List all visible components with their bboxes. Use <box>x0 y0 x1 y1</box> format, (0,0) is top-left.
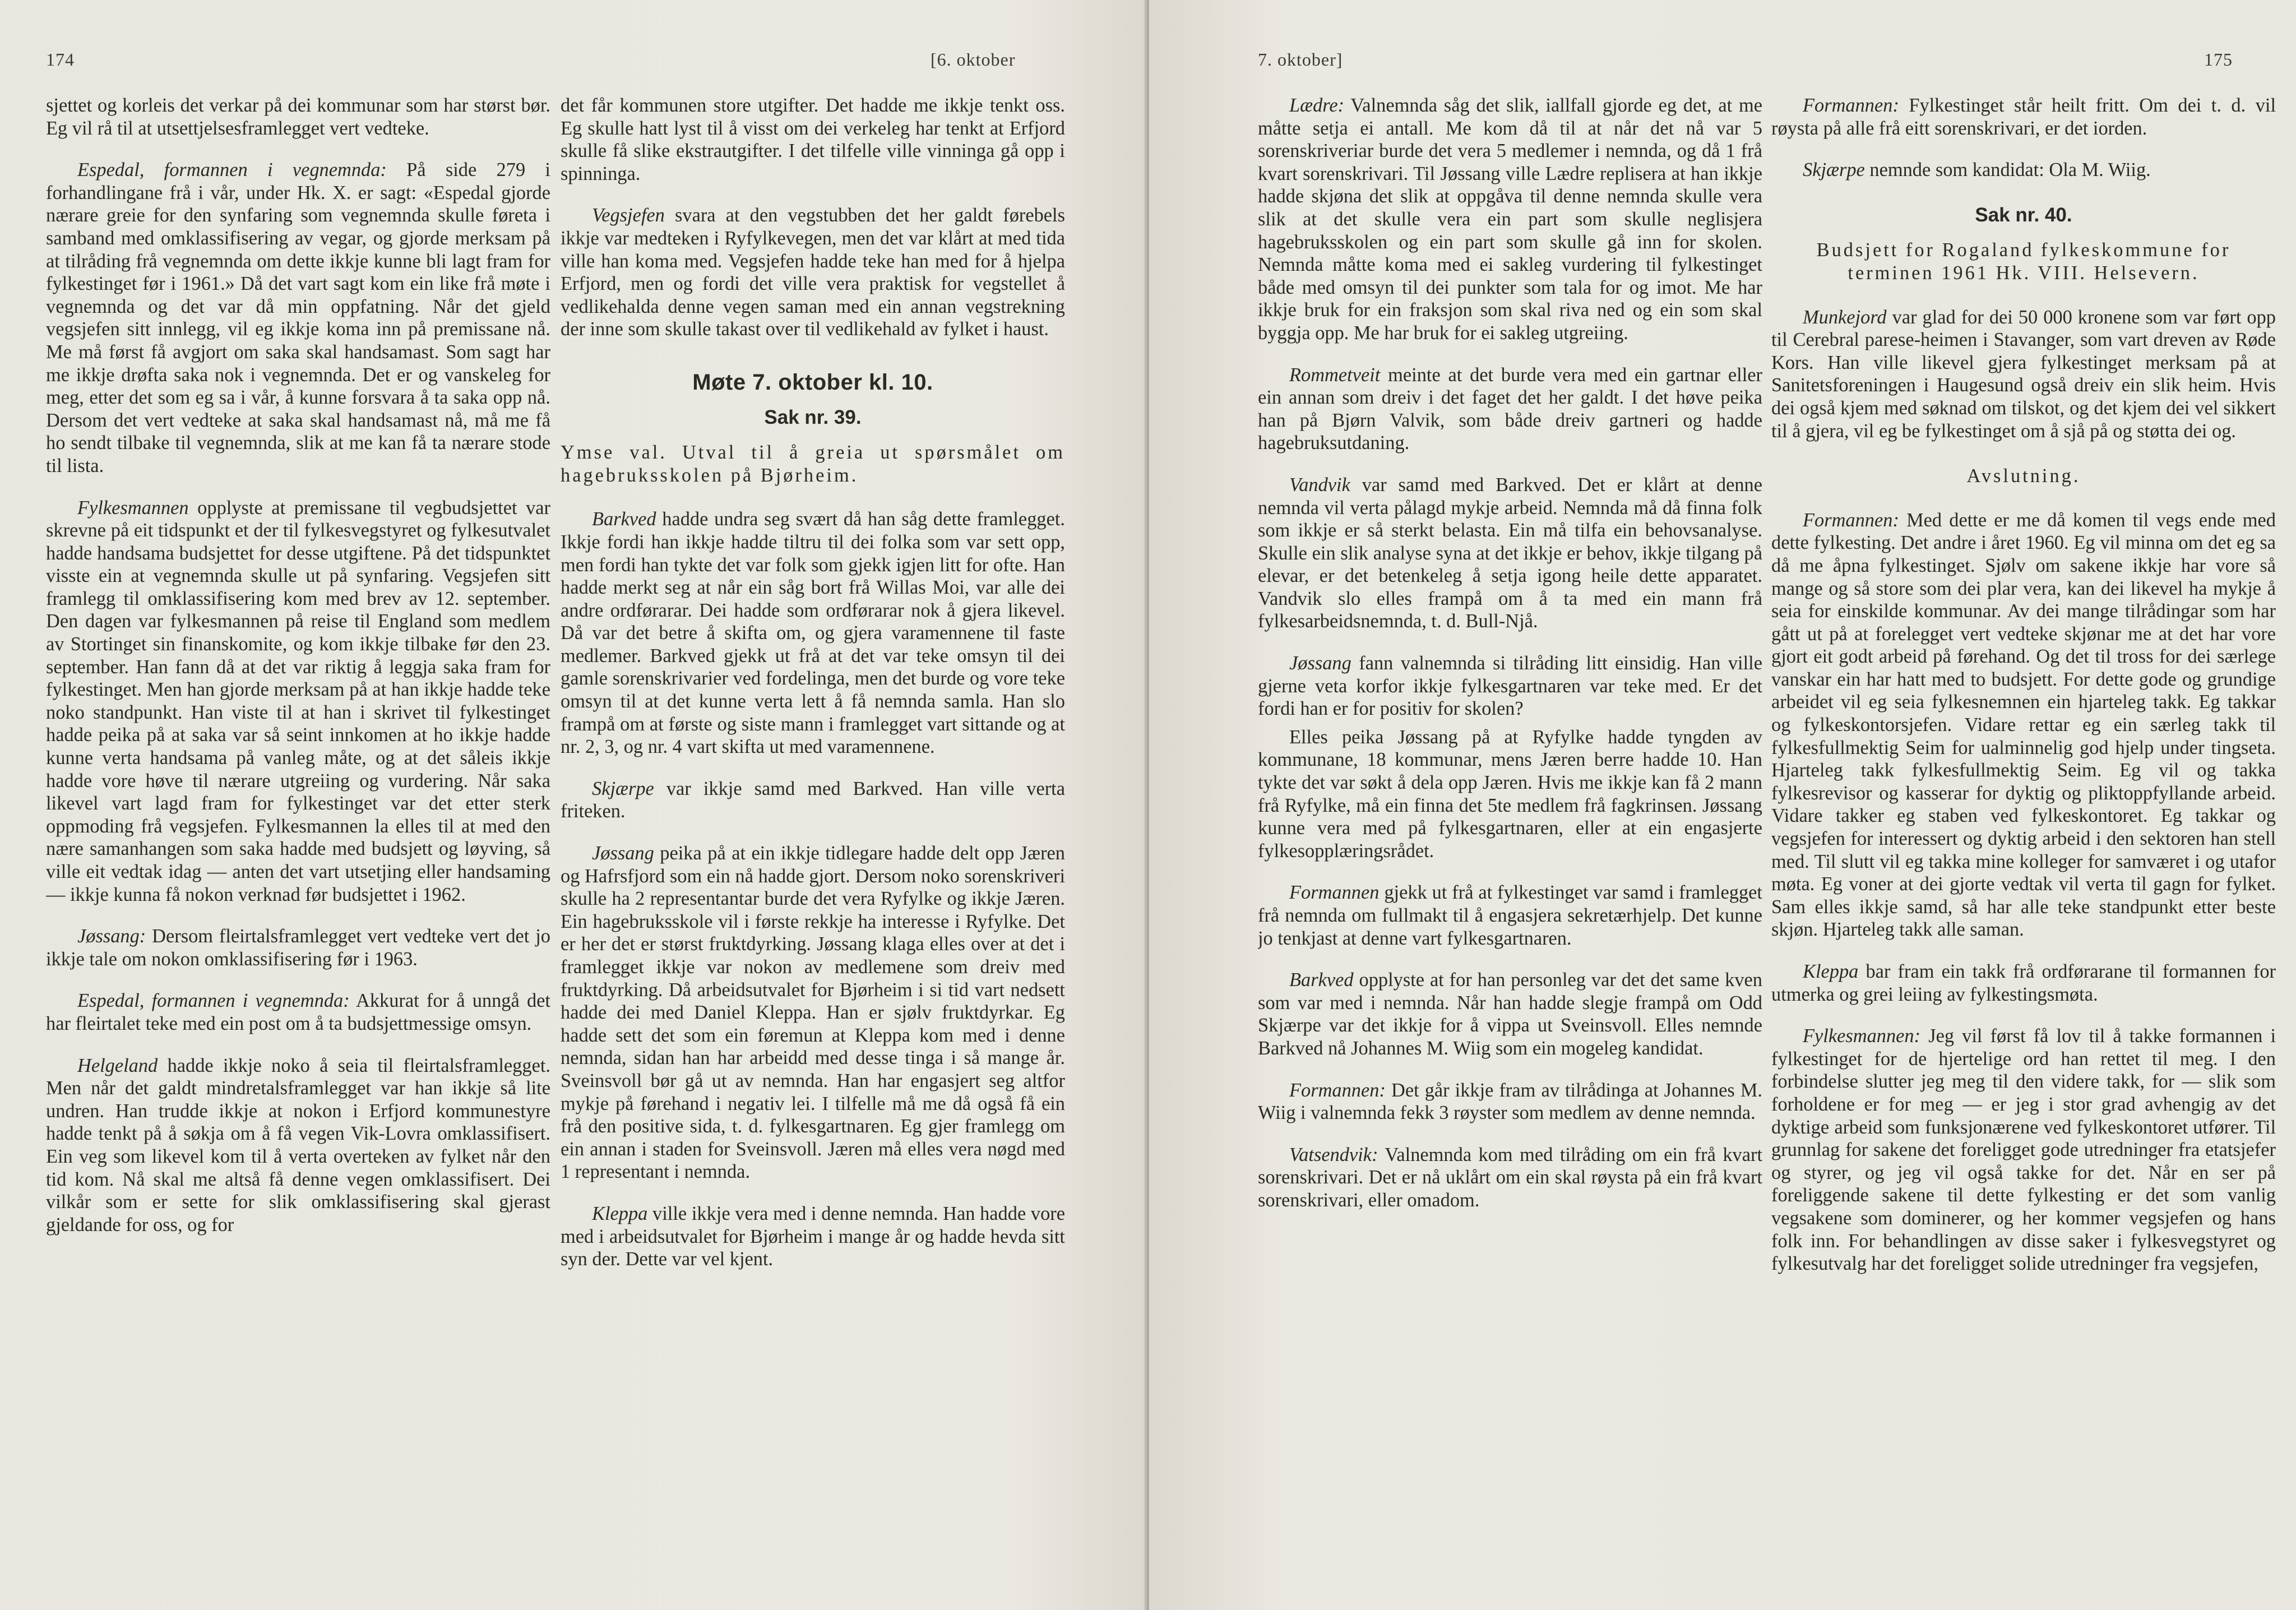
paragraph: Munkejord var glad for dei 50 000 kronene som var ført opp til Cerebral parese-heimen i Stavanger, som vart dreven av Røde Kors. Han ville likevel gjera fylkestinget merksam på at Sanitetsforeningen i Haugesund også dreiv ein slik heim. Hvis dei også kjem med søknad om tilskot, og det kjem dei vel sikkert til å gjera, vil eg be fylkestinget om å sjå på og støtta dei og. <box>1771 306 2276 442</box>
speaker-name: Espedal, formannen i vegnemnda: <box>77 159 387 181</box>
speaker-name: Vandvik <box>1289 474 1350 496</box>
speaker-name: Skjærpe <box>1803 159 1865 181</box>
case-heading: Sak nr. 40. <box>1975 203 2072 226</box>
paragraph: Espedal, formannen i vegnemnda: Akkurat for å unngå det har fleirtalet teke med ein post om å ta budsjettmessige omsyn. <box>46 990 550 1034</box>
running-header-date: 7. oktober] <box>1258 49 1343 70</box>
paragraph: Barkved hadde undra seg svært då han såg dette framlegget. Ikkje fordi han ikkje hadde tiltru til dei folka som var sett opp, men fordi han tykte det var folk som gjekk igjen litt for ofte. Han hadde merkt seg at når ein såg bort frå Willas Moi, var alle dei andre ordførarar. Dei hadde som ordførarar nok å gjera likevel. Då var det betre å skifta om, og gjera varamennene til faste medlemer. Barkved gjekk ut frå at det var teke omsyn til dei gamle sorenskrivarier ved fordelinga, men det burde og vore teke omsyn til at det kunne verta lett å få nemnda samla. Han slo frampå om at første og siste mann i framlegget vart sittande og at nr. 2, 3, og nr. 4 vart skifta ut med varamennene. <box>561 508 1065 758</box>
speaker-name: Formannen: <box>1289 1079 1386 1101</box>
closing-heading: Avslutning. <box>1966 465 2081 487</box>
speaker-name: Lædre: <box>1289 95 1345 116</box>
paragraph: Barkved opplyste at for han personleg var det det same kven som var med i nemnda. Når han hadde slegje frampå om Odd Skjærpe var det ikkje for å vippa ut Sveinsvoll. Elles nemnde Barkved nå Johannes M. Wiig som ein mogeleg kandidat. <box>1258 969 1762 1059</box>
paragraph: Kleppa ville ikkje vera med i denne nemnda. Han hadde vore med i arbeidsutvalet for Bjørheim i mange år og hadde hevda sitt syn der. Dette var vel kjent. <box>561 1202 1065 1270</box>
paragraph: Espedal, formannen i vegnemnda: På side 279 i forhandlingane frå i vår, under Hk. X. er sagt: «Espedal gjorde nærare greie for den synfaring som vegnemnda skulle føreta i samband med omklassifisering av vegar, og gjorde merksam på at tilråding frå vegnemnda om dette ikkje kunne bli lagt fram for fylkestinget før i 1961.» Då det vart sagt kom ein like frå møte i vegnemnda og det var då min oppfatning. Når det gjeld vegsjefen sitt innlegg, vil eg ikkje koma inn på premissane nå. Me må først få avgjort om saka skal handsamast. Som sagt har me ikkje drøfta saka nok i vegnemnda. Det er og vanskeleg for meg, etter det som eg sa i vår, å kunne forsvara å ta saka opp nå. Dersom det vert vedteke at saka skal handsamast nå, må me få ho sendt tilbake til vegnemnda, slik at me kan få ta nærare stode til lista. <box>46 159 550 476</box>
paragraph: Skjærpe nemnde som kandidat: Ola M. Wiig. <box>1803 159 2151 181</box>
right-page <box>1149 0 2296 1610</box>
paragraph: Lædre: Valnemnda såg det slik, iallfall gjorde eg det, at me måtte setja ei antall. Me kom då til at når det nå var 5 sorenskriveriar burde det vera 5 medlemer i nemnda, og då 1 frå kvart sorenskrivari. Til Jøssang ville Lædre replisera at han ikkje hadde skjøna det slik at oppgåva til denne nemnda skulle vera slik at det skulle vera ein part som skulle neglisjera hagebruksskolen og ein part som skulle gå inn for skolen. Nemnda måtte koma med ei sakleg vurdering til fylkestinget både med omsyn til dei punkter som tala for og imot. Me har ikkje bruk for ein fraksjon som skal riva ned og ein som skal byggja opp. Me har bruk for ei sakleg utgreiing. <box>1258 95 1762 344</box>
speaker-name: Kleppa <box>1803 961 1859 982</box>
speaker-name: Munkejord <box>1803 306 1887 328</box>
speaker-name: Jøssang <box>592 843 654 864</box>
case-heading: Sak nr. 39. <box>764 406 862 428</box>
speaker-name: Barkved <box>1289 969 1354 991</box>
speaker-name: Kleppa <box>592 1202 648 1224</box>
page-number: 174 <box>46 49 75 70</box>
paragraph: Helgeland hadde ikkje noko å seia til fleirtalsframlegget. Men når det galdt mindretalsframlegget var han ikkje så lite undren. Han trudde ikkje at nokon i Erfjord kommunestyre hadde tenkt på å søkja om å få vegen Vik-Lovra omklassifisert. Ein veg som likevel kom til å verta overteken av fylket når den tid kom. Nå skal me altså få denne vegen omklassifisert. Dei vilkår som er sette for slik omklassifisering skal gjerast gjeldande for oss, og for <box>46 1054 550 1236</box>
speaker-name: Jøssang: <box>77 926 146 947</box>
speaker-name: Vegsjefen <box>592 205 665 226</box>
text-column-1 <box>1258 94 1762 1597</box>
paragraph: Rommetveit meinte at det burde vera med ein gartnar eller ein annan som dreiv i det faget det her galdt. I det høve peika han på Bjørn Valvik, som både dreiv gartneri og hadde hagebruksutdaning. <box>1258 364 1762 454</box>
paragraph: Vatsendvik: Valnemnda kom med tilråding om ein frå kvart sorenskrivari. Det er nå uklårt om ein skal røysta på ein frå kvart sorenskrivari, eller omadom. <box>1258 1144 1762 1211</box>
paragraph: Fylkesmannen: Jeg vil først få lov til å takke formannen i fylkestinget for de hjertelige ord han rettet til meg. I den forbindelse slutter jeg meg til den videre takk, for — slik som forholdene er for meg — er jeg i stor grad avhengig av det dyktige arbeid som funksjonærene ved fylkeskontoret utfører. Til grunnlag for sakene det foreligget gode utredninger fra etatsjefer og styrer, og jeg vil også takke for det. Når en ser på foreliggende sakene til dette fylkesting er det som vanlig vegsakene som dominerer, og her kommer vegsjefen og hans folk inn. For behandlingen av disse saker i fylkesvegstyret og fylkesutvalg har det foreligget solide utredninger fra vegsjefen, <box>1771 1025 2276 1275</box>
paragraph: Jøssang fann valnemnda si tilråding litt einsidig. Han ville gjerne veta korfor ikkje fylkesgartnaren var teke med. Er det fordi han er for positiv for skolen? <box>1258 653 1762 720</box>
paragraph: det får kommunen store utgifter. Det hadde me ikkje tenkt oss. Eg skulle hatt lyst til å visst om dei verkeleg har tenkt at Erfjord skulle få slike ekstrautgifter. I det tilfelle ville vinninga gå opp i spinninga. <box>561 95 1065 184</box>
case-subtitle: Ymse val. Utval til å greia ut spørsmålet om hagebruksskolen på Bjørheim. <box>561 442 1065 486</box>
speaker-name: Barkved <box>592 508 656 530</box>
paragraph: Formannen: Fylkestinget står heilt fritt. Om dei t. d. vil røysta på alle frå eitt sorenskrivari, er det iorden. <box>1771 95 2276 139</box>
paragraph: Jøssang: Dersom fleirtalsframlegget vert vedteke vert det jo ikkje tale om nokon omklassifisering før i 1963. <box>46 926 550 970</box>
meeting-heading: Møte 7. oktober kl. 10. <box>692 369 933 395</box>
paragraph: Kleppa bar fram ein takk frå ordføraranе til formannen for utmerka og grei leiing av fylkestingsmøta. <box>1771 961 2276 1005</box>
left-page <box>0 0 1147 1610</box>
speaker-name: Helgeland <box>77 1054 158 1076</box>
speaker-name: Formannen: <box>1803 95 1899 116</box>
paragraph: Vandvik var samd med Barkved. Det er klårt at denne nemnda vil verta pålagd mykje arbeid. Nemnda må då finna folk som ikkje er så sterkt belasta. Ein må tilfa ein behovsanalyse. Skulle ein slik analyse syna at det ikkje er behov, ikkje tilgang på elevar, er det betenkeleg å setja igong heile dette apparatet. Vandvik slo elles frampå om å ta med ein mann frå fylkesarbeidsnemnda, t. d. Bull-Njå. <box>1258 474 1762 632</box>
paragraph: Formannen: Med dette er me då komen til vegs ende med dette fylkesting. Det andre i året 1960. Eg vil minna om det eg sa då me åpna fylkestinget. Sjølv om sakene ikkje har vore så mange og så store som dei plar vera, kan dei likevel ha mykje å seia for einskilde kommunar. Av dei mange tilrådingar som har gått ut på at forelegget vert vedteke skjønar me at det har vore gjort eit godt arbeid på førehand. Og det til tross for dei særlege vanskar ein har hatt med to budsjett. For dette gode og grundige arbeidet vil eg seia fylkesnemnen ein hjarteleg takk. Eg takkar og fylkeskontorsjefen. Vidare rettar eg ein særleg takk til fylkesfullmektig Seim for ualminnelig god hjelp under tingseta. Hjarteleg takk fylkesfullmektig Seim. Eg vil og takka fylkesrevisor og kasserar for dyktig og pliktoppfyllande arbeid. Vidare takker eg staben ved fylkeskontoret. Eg takkar og vegsjefen for interessert og dyktig arbeid i den sektoren han stell med. Til slutt vil eg takka mine kolleger for samværet i og utafor møta. Eg voner at dei gjorte vedtak vil verta til gagn for fylket. Sam elles ikkje samd, så har alle teke standpunkt etter beste skjøn. Hjarteleg takk alle saman. <box>1771 509 2276 941</box>
paragraph: sjettet og korleis det verkar på dei kommunar som har størst bør. Eg vil rå til at utsettjelsesframlegget vert vedteke. <box>46 95 550 139</box>
paragraph: Elles peika Jøssang på at Ryfylke hadde tyngden av kommunane, 18 kommunar, mens Jæren berre hadde 10. Han tykte det var søkt å dela opp Jæren. Hvis me ikkje kan få 2 mann frå Ryfylke, må ein finna det 5te medlem frå fagkrinsen. Jøssang kunne vera med på fylkesgartnaren, eller at ein engasjerte fylkesopplæringsrådet. <box>1258 726 1762 862</box>
page-number: 175 <box>2204 49 2233 70</box>
speaker-name: Jøssang <box>1289 653 1351 674</box>
paragraph: Formannen gjekk ut frå at fylkestinget var samd i framlegget frå nemnda om fullmakt til å engasjera sekretærhjelp. Det kunne jo tenkjast at denne vart fylkesgartnaren. <box>1258 882 1762 949</box>
speaker-name: Fylkesmannen <box>77 497 189 519</box>
running-header-date: [6. oktober <box>931 49 1016 70</box>
case-subtitle: Budsjett for Rogaland fylkeskommune for terminen 1961 Hk. VIII. Helsevern. <box>1816 239 2231 284</box>
speaker-name: Formannen <box>1289 882 1380 904</box>
speaker-name: Fylkesmannen: <box>1803 1025 1921 1047</box>
paragraph: Fylkesmannen opplyste at premissane til vegbudsjettet var skrevne på eit tidspunkt et der til fylkesvegstyret og fylkesutvalet hadde handsama budsjettet for desse utgiftene. På det tidspunktet visste ein at vegnemnda skulle ut på synfaring. Vegsjefen sitt framlegg til omklassifisering kom med brev av 12. september. Den dagen var fylkesmannen på reise til England som medlem av Stortinget sin finanskomite, og kom ikkje tilbake før den 23. september. Han fann då at det var riktig å leggja saka fram for fylkestinget. Men han gjorde merksam på at han ikkje hadde teke noko standpunkt. Han viste til at han i skrivet til fylkestinget hadde peika på at saka var så seint innkomen at ho ikkje hadde kunne verta handsama på vanleg måte, og at det såleis ikkje hadde vore høve til nærare utgreiing og vurdering. Når saka likevel vart lagd fram for fylkestinget var det etter sterk oppmoding frå vegsjefen. Fylkesmannen la elles til at med den nære samanhangen som saka hadde med budsjett og løyving, så ville eit vedtak idag — anten det vart utsetjing eller handsaming — ikkje kunna få nokon verknad før budsjettet i 1962. <box>46 497 550 905</box>
paragraph: Vegsjefen svara at den vegstubben det her galdt førebels ikkje var medteken i Ryfylkevegen, men det var klårt at med tida ville han koma med. Vegsjefen hadde teke han med for å hjelpa Erfjord, men og fordi det ville vera praktisk for vegstellet å vedlikehalda denne vegen saman med ein annan vegstrekning der inne som skulle takast over til vedlikehald av fylket i haust. <box>561 205 1065 340</box>
text-column-1 <box>46 94 550 1597</box>
speaker-name: Skjærpe <box>592 778 654 799</box>
paragraph: Formannen: Det går ikkje fram av tilrådinga at Johannes M. Wiig i valnemnda fekk 3 røyster som medlem av denne nemnda. <box>1258 1079 1762 1124</box>
speaker-name: Espedal, formannen i vegnemnda: <box>77 990 350 1012</box>
speaker-name: Vatsendvik: <box>1289 1144 1378 1165</box>
paragraph: Skjærpe var ikkje samd med Barkved. Han ville verta friteken. <box>561 778 1065 822</box>
text-column-2 <box>561 94 1065 1597</box>
paragraph: Jøssang peika på at ein ikkje tidlegare hadde delt opp Jæren og Hafrsfjord som ein nå hadde gjort. Dersom noko sorenskriveri skulle ha 2 representantar burde det vera Ryfylke og ikkje Jæren. Ein hagebruksskole vil i første rekkje ha interesse i Ryfylke. Det er her det er størst fruktdyrking. Jøssang klaga elles over at det i framlegget ikkje var nokon av medlemene som dreiv med fruktdyrking. Då arbeidsutvalet for Bjørheim i si tid vart nedsett hadde dei med Daniel Kleppa. Han er sjølv fruktdyrkar. Eg hadde sett det som ein føremun at Kleppa kom med i denne nemnda, sidan han har arbeidd med desse tinga i så mange år. Sveinsvoll bør gå ut av nemnda. Han har engasjert seg altfor mykje på førehand i negativ lei. I tilfelle må me då også få ein frå den positive sida, t. d. fylkesgartnaren. Eg gjer framlegg om ein annan i staden for Sveinsvoll. Jæren må elles vera nøgd med 1 representant i nemnda. <box>561 843 1065 1183</box>
text-column-2 <box>1771 94 2276 1597</box>
speaker-name: Formannen: <box>1803 509 1899 531</box>
speaker-name: Rommetveit <box>1289 364 1381 386</box>
